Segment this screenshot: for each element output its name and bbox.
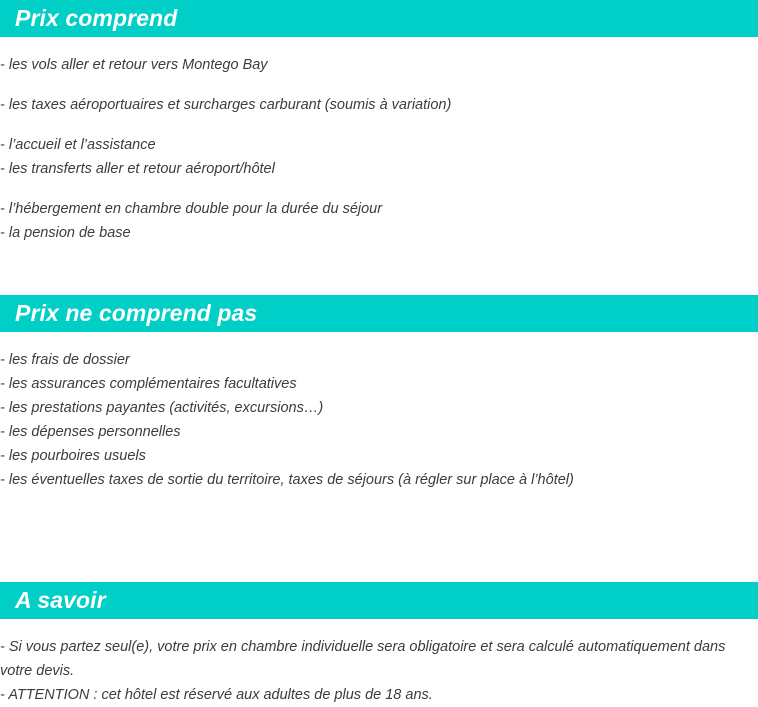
list-item: - les transferts aller et retour aéroport/hôtel [0,161,275,177]
section-header-prix-ne-comprend-pas [0,295,758,332]
list-item: - les éventuelles taxes de sortie du territoire, taxes de séjours (à régler sur place à l’hôtel) [0,472,574,488]
list-item: - les dépenses personnelles [0,424,181,440]
list-item: - les vols aller et retour vers Montego Bay [0,57,268,73]
list-item: - les assurances complémentaires facultatives [0,376,297,392]
list-item: - les taxes aéroportuaires et surcharges carburant (soumis à variation) [0,97,452,113]
list-item: - les pourboires usuels [0,448,146,464]
list-item: - la pension de base [0,225,131,241]
list-item: - Si vous partez seul(e), votre prix en chambre individuelle sera obligatoire et sera calculé automatiquement dans votre devis. [0,639,726,679]
list-item: - les frais de dossier [0,352,130,368]
list-item: - ATTENTION : cet hôtel est réservé aux adultes de plus de 18 ans. [0,687,433,703]
list-item: - l’accueil et l’assistance [0,137,156,153]
list-item: - les prestations payantes (activités, excursions…) [0,400,324,416]
section-title: Prix comprend [15,5,178,31]
section-title: A savoir [15,587,106,613]
section-header-a-savoir [0,582,758,619]
section-title: Prix ne comprend pas [15,300,258,326]
list-item: - l’hébergement en chambre double pour la durée du séjour [0,201,383,217]
section-header-prix-comprend [0,0,758,37]
